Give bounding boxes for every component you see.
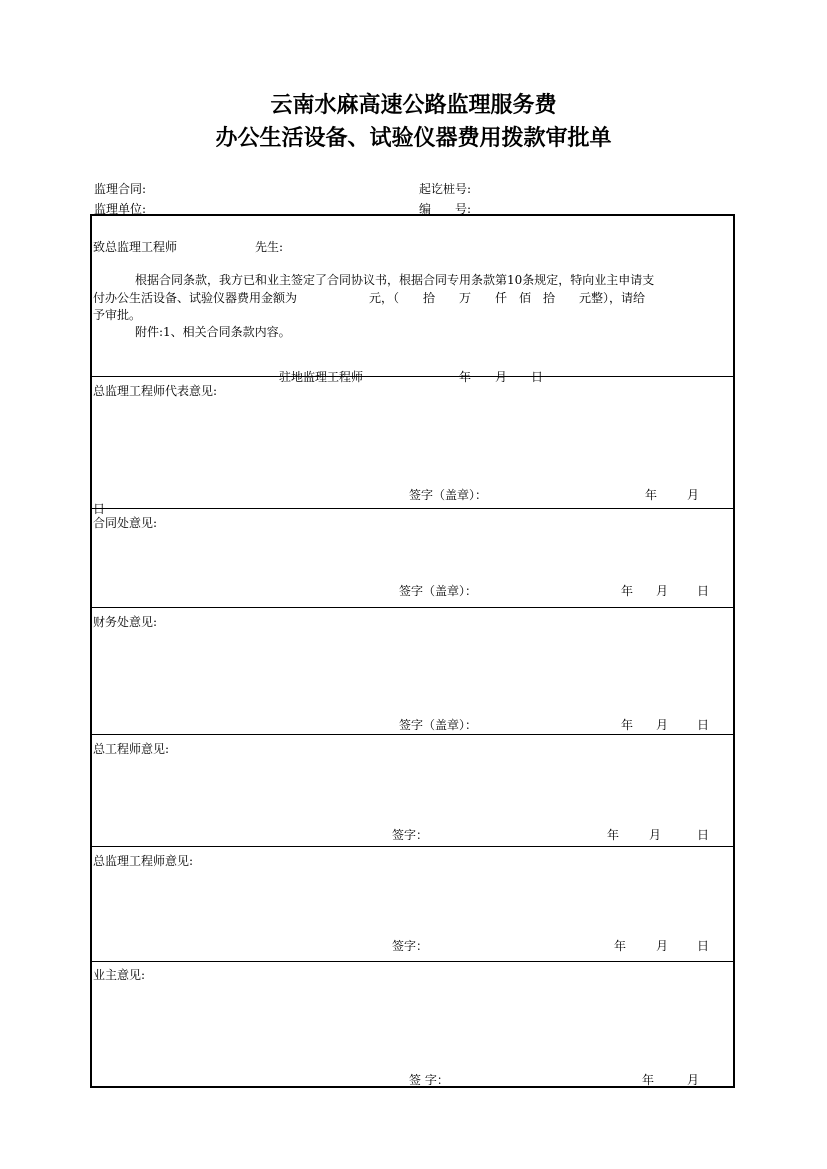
section-label: 总工程师意见:: [93, 742, 170, 756]
month-label: 月: [656, 939, 669, 953]
letter-body-line1: 根据合同条款，我方已和业主签定了合同协议书，根据合同专用条款第10条规定，特向业主申请支: [135, 273, 655, 287]
form-frame: [90, 214, 735, 1088]
day-label: 日: [697, 939, 710, 953]
month-label: 月: [687, 1073, 700, 1087]
year-label: 年: [645, 488, 658, 502]
day-label: 日: [697, 718, 710, 732]
number-label: 编 号:: [419, 202, 472, 216]
month-label: 月: [656, 718, 669, 732]
signature-label: 签字（盖章）：: [409, 488, 488, 502]
year-label: 年: [621, 584, 634, 598]
section-label: 合同处意见:: [93, 516, 158, 530]
year-label: 年: [642, 1073, 655, 1087]
month-label: 月: [687, 488, 700, 502]
day-label-cutoff: 日: [93, 502, 106, 516]
month-label: 月: [649, 828, 662, 842]
signature-label: 签字（盖章）：: [399, 584, 478, 598]
section-divider: [92, 846, 733, 847]
section-label: 财务处意见:: [93, 615, 158, 629]
year-label: 年: [607, 828, 620, 842]
section-divider: [92, 607, 733, 608]
contract-label: 监理合同:: [94, 182, 147, 196]
unit-label: 监理单位:: [94, 202, 147, 216]
signature-label: 签字：: [392, 939, 429, 953]
section-label: 业主意见:: [93, 968, 146, 982]
salutation: 先生:: [255, 240, 284, 254]
form-title-line2: 办公生活设备、试验仪器费用拨款审批单: [215, 125, 612, 151]
section-label: 总监理工程师意见:: [93, 854, 194, 868]
letter-body-line3: 予审批。: [93, 308, 142, 322]
signature-label: 签字（盖章）：: [399, 718, 478, 732]
day-label: 日: [697, 828, 710, 842]
section-label: 总监理工程师代表意见:: [93, 384, 218, 398]
section-divider: [92, 961, 733, 962]
section-divider: [92, 734, 733, 735]
letter-body-line2: 付办公生活设备、试验仪器费用金额为 元，（ 拾 万 仟 佰 拾 元整），请给: [93, 291, 646, 305]
station-label: 起讫桩号:: [419, 182, 472, 196]
attachment-line: 附件:1、相关合同条款内容。: [135, 325, 291, 339]
addressee: 致总监理工程师: [93, 240, 178, 254]
month-label: 月: [656, 584, 669, 598]
year-label: 年: [614, 939, 627, 953]
day-label: 日: [697, 584, 710, 598]
signature-label: 签 字：: [409, 1073, 449, 1087]
signature-label: 签字：: [392, 828, 429, 842]
section-divider: [92, 508, 733, 509]
form-title-line1: 云南水麻高速公路监理服务费: [270, 92, 557, 118]
section-divider: [92, 376, 733, 377]
year-label: 年: [621, 718, 634, 732]
letter-footer-cutoff: 驻地监理工程师 年 月 日: [279, 370, 544, 384]
